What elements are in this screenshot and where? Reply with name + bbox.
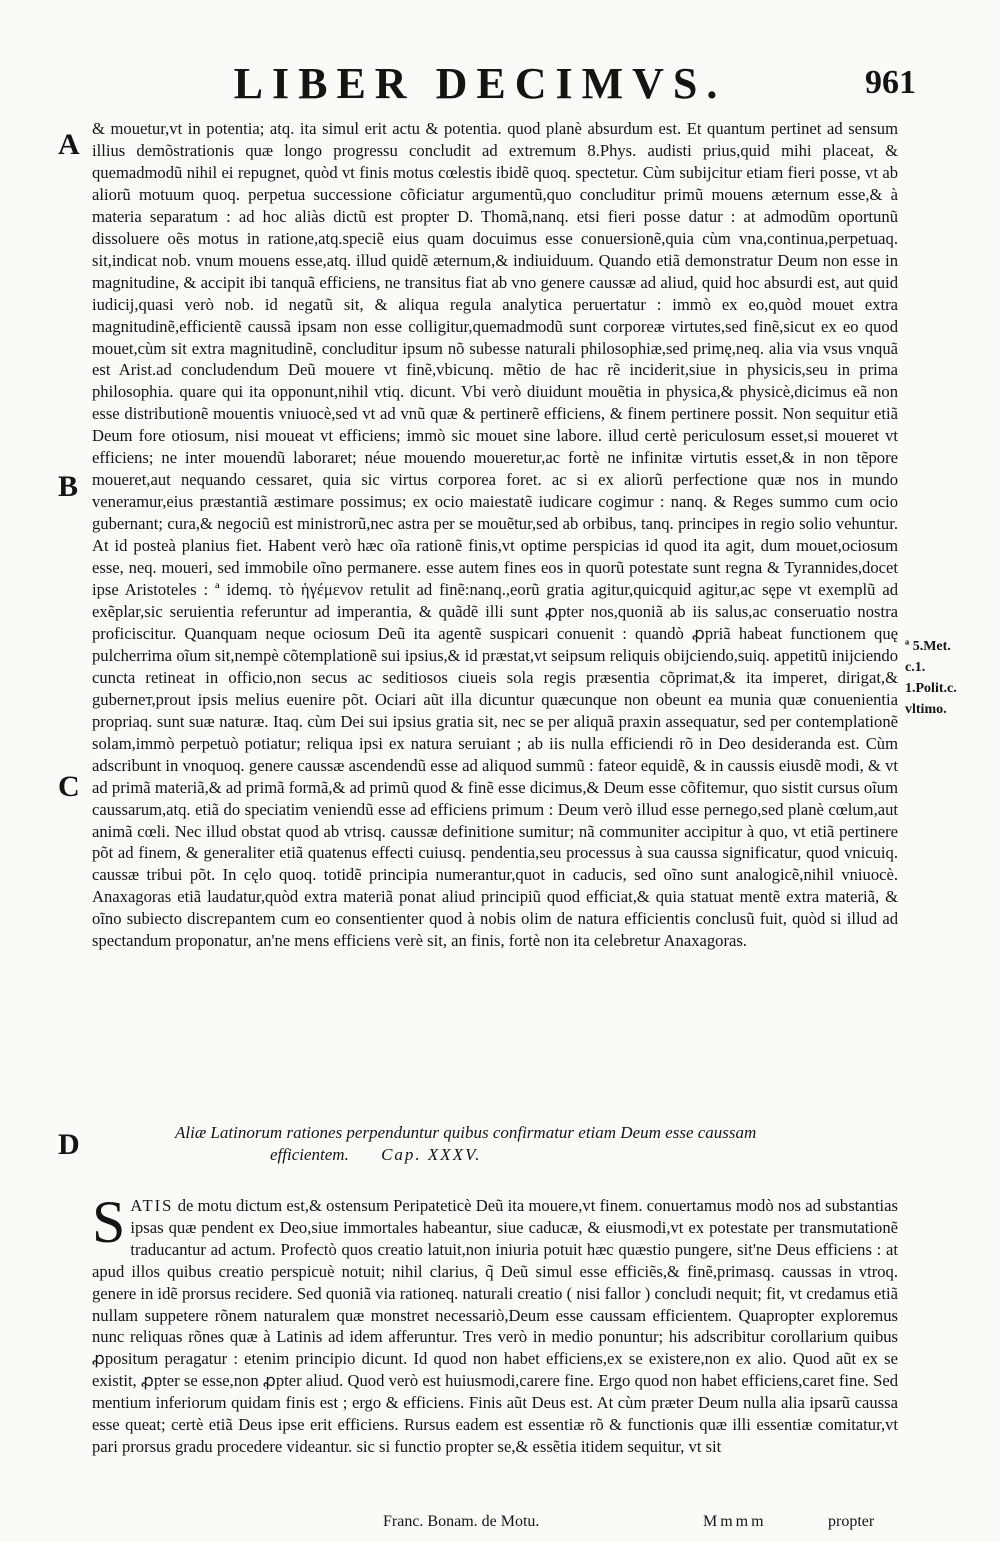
chapter-heading-line1: Aliæ Latinorum rationes perpenduntur quibus confirmatur etiam Deum esse caussam [175, 1123, 757, 1142]
marginal-note-line: vltimo. [905, 702, 947, 717]
drop-cap: S [92, 1189, 126, 1255]
chapter-heading [175, 1122, 875, 1166]
section-marker-a: A [58, 128, 80, 161]
section-marker-b: B [58, 470, 79, 503]
marginal-note-line: c.1. [905, 660, 926, 675]
footer-signature: Franc. Bonam. de Motu. [383, 1513, 540, 1530]
body-text-lower-content: de motu dictum est,& ostensum Peripateticè Deũ ita mouere,vt finem. conuertamus modò nos ad substantias ipsas quæ pendent ex Deo,siue immortales habeantur, siue caducæ, & eiusmodi,vt ex potestate per transmutationẽ traducantur ad actum. Profectò quos creatio latuit,non iniuria potuit hæc quæstio pungere, sit'ne Deus efficiens : at apud illos quibus creatio perspicuè notuit; nihil clarius, q̃ Deũ simul esse efficiẽs,& finẽ,primasq. caussas in vtroq. genere in idẽ prorsus recidere. Sed quoniã via rationeq. naturali creatio ( nisi fallor ) concludi nequit; fit, vt credamus etiã nullam suppetere rõnem naturalem quæ monstret necessariò,Deum esse caussam efficientem. Quapropter exploremus nunc reliquas rõnes quæ à Latinis ad idem afferuntur. Tres verò in medio ponuntur; his adscribitur corollarium quibus ꝓpositum peragatur : etenim principio dicunt. Id quod non habet efficiens,ex se existere,non ex alio. Quod aũt ex se existit, ꝓpter se esse,non ꝓpter aliud. Quod verò est huiusmodi,carere fine. Ergo quod non habet efficiens,caret fine. Sed mentium inferiorum quidam finis est ; ergo & efficiens. Finis aũt Deus est. At cùm præter Deum nulla alia ipsarũ caussa esse queat; certè etiã Deus ipse erit efficiens. Rursus eadem est essentiæ rõ & functionis quæ illi essentiæ comitatur,vt pari prorsus gradu procedere videantur. sic si functio propter se,& essẽtia itidem sequitur, vt sit [92, 1196, 898, 1456]
gathering-mark: Mmmm [703, 1513, 767, 1530]
section-marker-d: D [58, 1128, 80, 1161]
body-text-lower [92, 1189, 898, 1458]
marginal-note [905, 636, 977, 720]
section-marker-c: C [58, 770, 80, 803]
running-title: LIBER DECIMVS. [233, 59, 727, 108]
body-text-upper: & mouetur,vt in potentia; atq. ita simul erit actu & potentia. quod planè absurdum est. Et quantum pertinet ad sensum illius demõstrationis quæ longo progressu concludit ad extremum 8.Phys. audisti prius,quid mihi placeat, & quemadmodũ nihil ei repugnet, quòd vt finis motus cœlestis ibidẽ quoq. spectetur. Cùm subijcitur etiam fieri posse, vt ab aliorũ motuum quoq. perpetua successione cõficiatur argumentũ,quo concluditur primũ mouens æternum esse,& à materia separatum : ad hoc aliàs dictũ est propter D. Thomã,nanq. etsi fieri posse datur : at admodũm oportunũ dissoluere oẽs motus in ratione,atq.speciẽ eius quam docuimus esse conuersionẽ,quia cùm vna,continua,perpetuaq. sit,indicat nob. vnum mouens esse,atq. illud quidẽ æternum,& indiuiduum. Quando etiã demonstratur Deum non esse in magnitudine, & accipit ibi tanquã efficiens, ne transitus fiat ab vno genere caussæ ad aliud, quid hoc absurdi est, aut quid iudicij,quasi verò nob. id negatũ sit, & aliqua regula analytica peruertatur : immò ex eo,quòd mouet extra magnitudinẽ,efficientẽ caussã ipsam non esse colligitur,quemadmodũ sunt corporeæ virtutes,sed finẽ,sicut ex eo quod mouet,cùm sit extra magnitudinẽ, concluditur ipsum nõ subesse naturali philosophiæ,sed primę,neq. alia via vsus vnquã est Arist.ad concludendum Deũ mouere vt finẽ,vbicunq. mẽtio de hac rẽ inciderit,siue in physicis,seu in prima philosophia. quare qui ita opponunt,nihil vtiq. dicunt. Vbi verò diuidunt mouẽtia in physica,& physicè,dicimus eã non esse distributionẽ mouentis vniuocè,sed vt ad vnũ quæ & pertinerẽ efficiens, & finem pertinere possit. Non sequitur etiã Deum fore otiosum, nisi moueat vt efficiens; immò sic mouet sine labore. illud certè periculosum esset,si moueret vt efficiens; ne inter mouendũ laboraret; néue mouendo moueretur,ac fortè ne infinitæ virtutis esset,& in non tẽpore moueret,aut nequando cessaret, quia sic virtus corporea foret. ac si ex aliorũ perfectione quæ nos in mundo veneramur,eius præstantiã æstimare possimus; ex ocio maiestatẽ iudicare cogimur : nanq. & Reges summo cum ocio gubernant; cura,& negociũ est ministrorũ,nec astra per se mouẽtur,sed ab orbibus, tanq. principes in regio solio vehuntur. At id posteà planius fiet. Habent verò hæc oĩa rationẽ finis,vt optime perspicias id quod ita agit, dum mouet,ociosum esse, neq. moueri, sed immobile oĩno permanere. esse autem fines eos in quorũ potestate sunt regna & Tyrannides,docet ipse Aristoteles : ª idemq. τὸ ἡγέμενον retulit ad finẽ:nanq.,eorũ gratia agitur,quicquid agitur,ac sępe vt exemplũ ad exẽplar,sic seruientia referuntur ad imperantia, & quãdẽ illi sunt ꝓpter nos,quoniã ab iis salus,ac conseruatio nostra proficiscitur. Quanquam neque ociosum Deũ ita agentẽ suspicari conuenit : quandò ꝓpriã habeat functionem quę pulcherrima oĩum sit,nempè cõtemplationẽ sui ipsius,& id præstat,vt seipsum reliquis obijciendo,suiq. appetitũ inijciendo cuncta retineat in officio,non secus ac seditiosos ciueis sola regis præsentia cõprimat,& ita imperet, dirigat,& guberneт,prout ipsis melius euenire põt. Ociari aũt illa dicuntur quæcunque non obeunt ea munia quæ conuenientia propriaq. sunt suæ naturæ. Itaq. cùm Dei sui ipsius gratia sit, nec se per aliquã praxin assequatur, sed per contemplationẽ solam,immò perpetuò potiatur; reliqua ipsi ex natura seruiant ; ab iis nulla efficiendi rõ in Deo desideranda est. Cùm adscribunt in vnoquoq. genere caussæ ascendendũ esse ad aliquod summũ : fateor equidẽ, & in caussis eiusdẽ modi, & vt ad primã materiã,& ad primã formã,& ad primũ quod & finẽ esse dicimus,& Deum esse cõfitemur, quo sistit cursus oĩum caussarum,atq. etiã do speciatim veniendũ esse ad efficiens primum : Deum verò illud esse pernego,sed planè cœlum,aut animã cœli. Nec illud obstat quod ab vtrisq. caussæ definitione sumitur; nã communiter accipitur à quo, vt etiã pertinere põt ad finem, & generaliter etiã quatenus effecti cuiusq. pendentia,seu processus à sua caussa significatur, quod vnicuiq. caussæ tribui põt. In cęlo quoq. totidẽ principia numerantur,quot in caducis, sed oĩno sunt analogicẽ,nihil vniuocè. Anaxagoras etiã laudatur,quòd extra materiã ponat aliud principiũ quod efficiat,& quia statuat mentẽ extra materiã, & oĩno subiecto discrepantem cum eo consentienter quod à nobis olim de natura efficientis conclusũ fuit, quòd si illud ad spectandum proponatur, an'ne mens efficiens verè sit, an finis, fortè non ita celebretur Anaxagoras. [92, 119, 898, 951]
chapter-heading-line2: efficientem. [270, 1145, 349, 1164]
marginal-note-line: 1.Polit.c. [905, 681, 957, 696]
page-number: 961 [865, 64, 916, 101]
catchword: propter [828, 1513, 875, 1530]
chapter-number: Cap. XXXV. [381, 1145, 482, 1164]
opening-word: ATIS [130, 1196, 174, 1215]
marginal-note-line: ª 5.Met. [905, 639, 951, 654]
